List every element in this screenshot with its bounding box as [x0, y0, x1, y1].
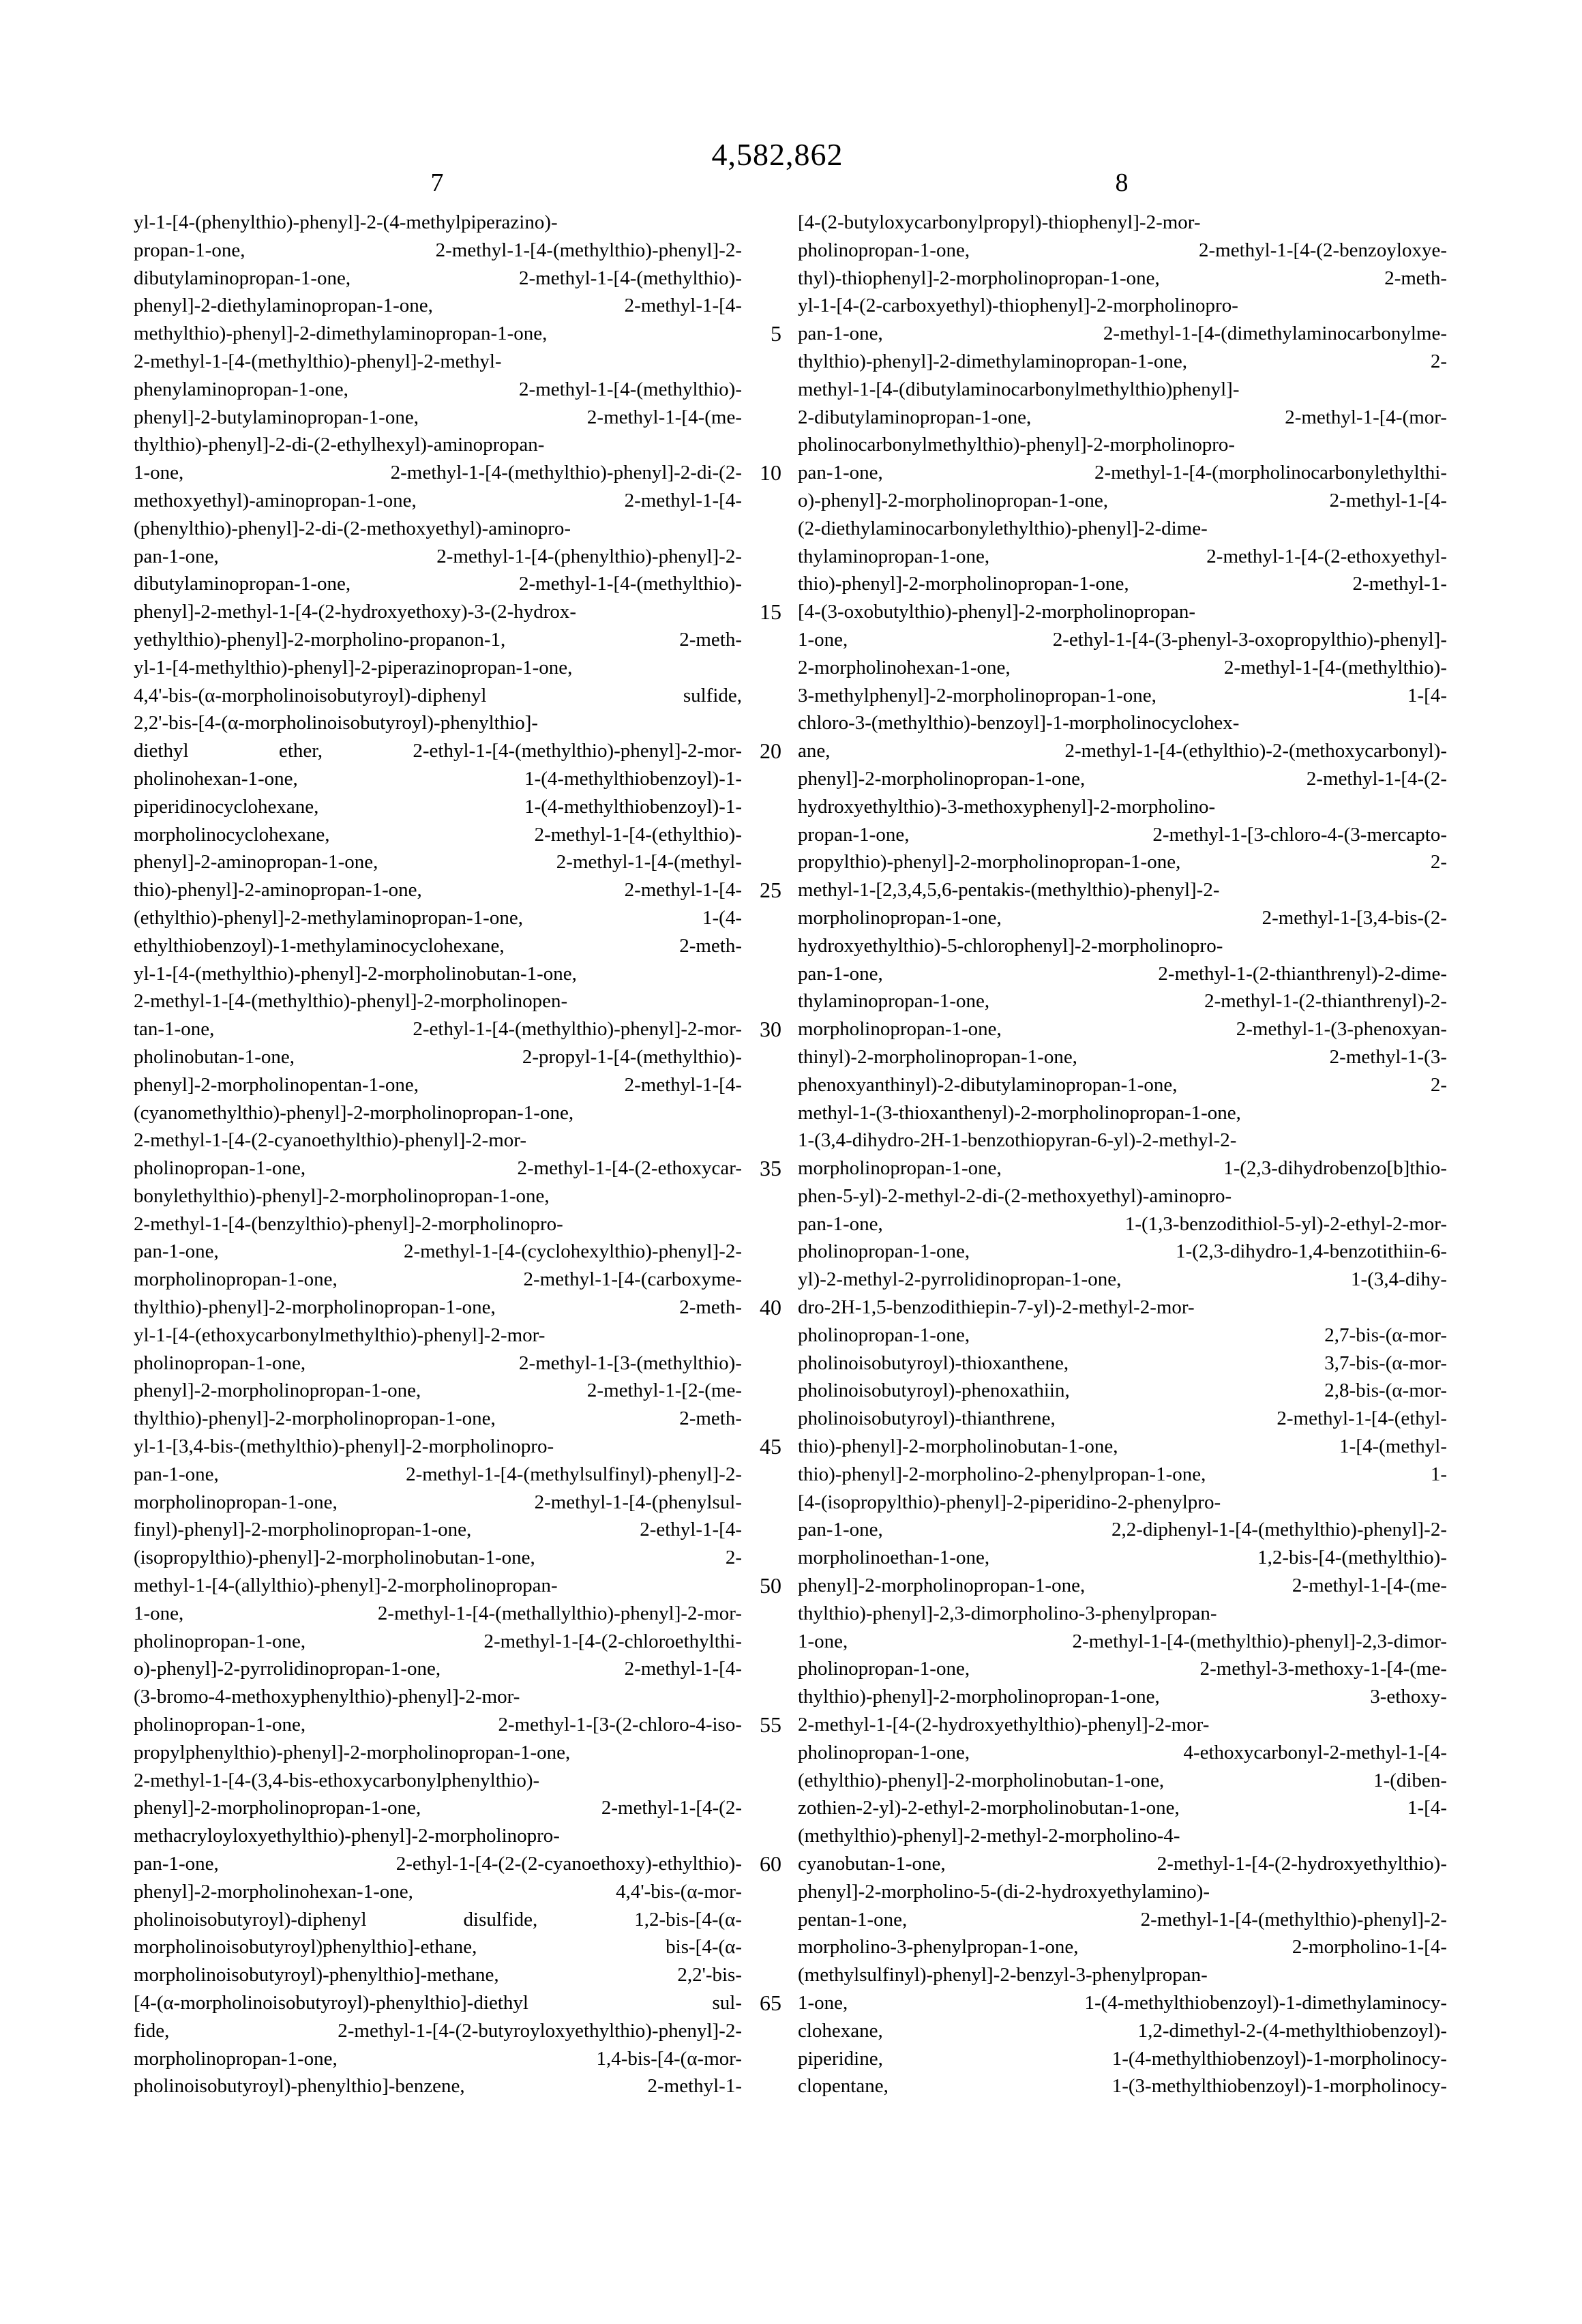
text-line: (isopropylthio)-phenyl]-2-morpholinobutan-1-one, 2- — [134, 1547, 742, 1569]
text-line: propan-1-one, 2-methyl-1-[4-(methylthio)-phenyl]-2- — [134, 239, 742, 261]
text-line: phenoxyanthinyl)-2-dibutylaminopropan-1-one, 2- — [798, 1073, 1447, 1096]
text-line: 1-one, 2-methyl-1-[4-(methylthio)-phenyl]-2,3-dimor- — [798, 1630, 1447, 1652]
text-line: phenyl]-2-butylaminopropan-1-one, 2-methyl-1-[4-(me- — [134, 406, 742, 428]
text-line: (cyanomethylthio)-phenyl]-2-morpholinopropan-1-one, — [134, 1101, 574, 1124]
text-line: 2,2'-bis-[4-(α-morpholinoisobutyroyl)-phenylthio]- — [134, 712, 539, 734]
text-line: phenyl]-2-morpholinopropan-1-one, 2-methyl-1-[4-(2- — [134, 1797, 742, 1819]
text-line: dibutylaminopropan-1-one, 2-methyl-1-[4-(methylthio)- — [134, 573, 742, 595]
text-line: morpholinopropan-1-one, 1-(2,3-dihydrobenzo[b]thio- — [798, 1157, 1447, 1180]
gutter-line-number: 55 — [760, 1712, 781, 1738]
text-line: piperidinocyclohexane, 1-(4-methylthiobenzoyl)-1- — [134, 795, 742, 818]
text-line: hydroxyethylthio)-5-chlorophenyl]-2-morpholinopro- — [798, 934, 1223, 957]
text-line: thio)-phenyl]-2-morpholinopropan-1-one, 2-methyl-1- — [798, 573, 1447, 595]
gutter-line-number: 5 — [771, 321, 781, 346]
text-line: pan-1-one, 1-(1,3-benzodithiol-5-yl)-2-ethyl-2-mor- — [798, 1212, 1447, 1235]
text-line: thylthio)-phenyl]-2-morpholinopropan-1-one, 2-meth- — [134, 1407, 742, 1430]
text-line: 1-one, 2-ethyl-1-[4-(3-phenyl-3-oxopropylthio)-phenyl]- — [798, 628, 1447, 651]
text-line: 2-methyl-1-[4-(methylthio)-phenyl]-2-morpholinopen- — [134, 990, 568, 1013]
text-line: dro-2H-1,5-benzodithiepin-7-yl)-2-methyl-2-mor- — [798, 1296, 1195, 1319]
text-line: pan-1-one, 2-methyl-1-[4-(dimethylaminocarbonylme- — [798, 323, 1447, 345]
text-line: (methylsulfinyl)-phenyl]-2-benzyl-3-phenylpropan- — [798, 1964, 1208, 1986]
text-line: pan-1-one, 2-methyl-1-[4-(phenylthio)-phenyl]-2- — [134, 545, 742, 567]
column-number-8: 8 — [1115, 168, 1129, 197]
text-line: o)-phenyl]-2-morpholinopropan-1-one, 2-methyl-1-[4- — [798, 489, 1447, 511]
text-line: 2-dibutylaminopropan-1-one, 2-methyl-1-[4-(mor- — [798, 406, 1447, 428]
gutter-line-number: 60 — [760, 1851, 781, 1877]
text-line: ethylthiobenzoyl)-1-methylaminocyclohexane, 2-meth- — [134, 934, 742, 957]
text-line: 4,4'-bis-(α-morpholinoisobutyroyl)-diphenyl sulfide, — [134, 684, 742, 706]
gutter-line-number: 10 — [760, 460, 781, 486]
text-line: yl-1-[4-(phenylthio)-phenyl]-2-(4-methylpiperazino)- — [134, 211, 558, 233]
text-line: ane, 2-methyl-1-[4-(ethylthio)-2-(methoxycarbonyl)- — [798, 740, 1447, 762]
text-line: thylthio)-phenyl]-2-morpholinopropan-1-one, 2-meth- — [134, 1296, 742, 1319]
text-line: diethyl ether, 2-ethyl-1-[4-(methylthio)-phenyl]-2-mor- — [134, 740, 742, 762]
text-line: morpholinoisobutyroyl)phenylthio]-ethane, bis-[4-(α- — [134, 1936, 742, 1958]
text-line: pholinopropan-1-one, 2,7-bis-(α-mor- — [798, 1324, 1447, 1346]
text-line: o)-phenyl]-2-pyrrolidinopropan-1-one, 2-methyl-1-[4- — [134, 1658, 742, 1680]
text-line: thylaminopropan-1-one, 2-methyl-1-[4-(2-ethoxyethyl- — [798, 545, 1447, 567]
text-line: zothien-2-yl)-2-ethyl-2-morpholinobutan-1-one, 1-[4- — [798, 1797, 1447, 1819]
text-line: [4-(2-butyloxycarbonylpropyl)-thiophenyl]-2-mor- — [798, 211, 1201, 233]
text-line: propylthio)-phenyl]-2-morpholinopropan-1-one, 2- — [798, 851, 1447, 874]
text-line: thinyl)-2-morpholinopropan-1-one, 2-methyl-1-(3- — [798, 1045, 1447, 1068]
text-line: morpholino-3-phenylpropan-1-one, 2-morpholino-1-[4- — [798, 1936, 1447, 1958]
text-line: clopentane, 1-(3-methylthiobenzoyl)-1-morpholinocy- — [798, 2075, 1447, 2098]
text-line: methacryloyloxyethylthio)-phenyl]-2-morpholinopro- — [134, 1825, 560, 1847]
text-line: pholinopropan-1-one, 2-methyl-1-[4-(2-benzoyloxye- — [798, 239, 1447, 261]
text-line: thylthio)-phenyl]-2-dimethylaminopropan-1-one, 2- — [798, 350, 1447, 372]
text-line: chloro-3-(methylthio)-benzoyl]-1-morpholinocyclohex- — [798, 712, 1240, 734]
text-line: methylthio)-phenyl]-2-dimethylaminopropan-1-one, — [134, 323, 548, 345]
text-line: methyl-1-[4-(allylthio)-phenyl]-2-morpholinopropan- — [134, 1575, 558, 1597]
text-line: thyl)-thiophenyl]-2-morpholinopropan-1-one, 2-meth- — [798, 267, 1447, 289]
text-line: 2-morpholinohexan-1-one, 2-methyl-1-[4-(methylthio)- — [798, 656, 1447, 679]
text-line: 3-methylphenyl]-2-morpholinopropan-1-one, 1-[4- — [798, 684, 1447, 706]
text-line: pholinopropan-1-one, 2-methyl-3-methoxy-1-[4-(me- — [798, 1658, 1447, 1680]
text-line: pholinoisobutyroyl)-phenoxathiin, 2,8-bis-(α-mor- — [798, 1380, 1447, 1402]
text-line: propan-1-one, 2-methyl-1-[3-chloro-4-(3-mercapto- — [798, 823, 1447, 846]
gutter-line-number: 15 — [760, 599, 781, 625]
text-line: morpholinocyclohexane, 2-methyl-1-[4-(ethylthio)- — [134, 823, 742, 846]
text-line: (ethylthio)-phenyl]-2-methylaminopropan-1-one, 1-(4- — [134, 906, 742, 929]
text-line: [4-(3-oxobutylthio)-phenyl]-2-morpholinopropan- — [798, 601, 1196, 623]
gutter-line-number: 40 — [760, 1295, 781, 1320]
text-line: pan-1-one, 2-methyl-1-[4-(methylsulfinyl)-phenyl]-2- — [134, 1463, 742, 1485]
gutter-line-number: 30 — [760, 1017, 781, 1042]
text-line: hydroxyethylthio)-3-methoxyphenyl]-2-morpholino- — [798, 795, 1216, 818]
text-line: thio)-phenyl]-2-morpholinobutan-1-one, 1-[4-(methyl- — [798, 1435, 1447, 1458]
text-line: methyl-1-[2,3,4,5,6-pentakis-(methylthio)-phenyl]-2- — [798, 879, 1220, 902]
text-line: fide, 2-methyl-1-[4-(2-butyroyloxyethylthio)-phenyl]-2- — [134, 2019, 742, 2042]
text-line: yl-1-[3,4-bis-(methylthio)-phenyl]-2-morpholinopro- — [134, 1435, 554, 1458]
text-line: yl-1-[4-methylthio)-phenyl]-2-piperazinopropan-1-one, — [134, 656, 573, 679]
text-line: phenyl]-2-methyl-1-[4-(2-hydroxyethoxy)-3-(2-hydrox- — [134, 601, 577, 623]
text-line: pholinoisobutyroyl)-thianthrene, 2-methyl-1-[4-(ethyl- — [798, 1407, 1447, 1430]
text-line: morpholinopropan-1-one, 1,4-bis-[4-(α-mor- — [134, 2047, 742, 2070]
text-line: thylaminopropan-1-one, 2-methyl-1-(2-thianthrenyl)-2- — [798, 990, 1447, 1013]
text-line: propylphenylthio)-phenyl]-2-morpholinopropan-1-one, — [134, 1741, 571, 1763]
right-column-text — [798, 209, 1447, 2100]
text-line: pholinopropan-1-one, 2-methyl-1-[4-(2-ethoxycar- — [134, 1157, 742, 1180]
text-line: 1-one, 1-(4-methylthiobenzoyl)-1-dimethylaminocy- — [798, 1992, 1447, 2014]
text-line: 2-methyl-1-[4-(2-cyanoethylthio)-phenyl]-2-mor- — [134, 1129, 526, 1152]
text-line: (2-diethylaminocarbonylethylthio)-phenyl]-2-dime- — [798, 517, 1208, 539]
text-line: tan-1-one, 2-ethyl-1-[4-(methylthio)-phenyl]-2-mor- — [134, 1018, 742, 1041]
text-line: cyanobutan-1-one, 2-methyl-1-[4-(2-hydroxyethylthio)- — [798, 1853, 1447, 1875]
text-line: pan-1-one, 2-methyl-1-(2-thianthrenyl)-2-dime- — [798, 962, 1447, 985]
text-line: 2-methyl-1-[4-(methylthio)-phenyl]-2-methyl- — [134, 350, 502, 372]
text-line: morpholinoethan-1-one, 1,2-bis-[4-(methylthio)- — [798, 1547, 1447, 1569]
text-line: phenyl]-2-aminopropan-1-one, 2-methyl-1-[4-(methyl- — [134, 851, 742, 874]
text-line: (methylthio)-phenyl]-2-methyl-2-morpholino-4- — [798, 1825, 1180, 1847]
gutter-line-number: 20 — [760, 739, 781, 764]
text-line: pholinobutan-1-one, 2-propyl-1-[4-(methylthio)- — [134, 1045, 742, 1068]
text-line: thylthio)-phenyl]-2-di-(2-ethylhexyl)-aminopropan- — [134, 434, 545, 456]
gutter-line-number: 65 — [760, 1991, 781, 2016]
text-line: thylthio)-phenyl]-2,3-dimorpholino-3-phenylpropan- — [798, 1602, 1217, 1624]
gutter-line-number: 45 — [760, 1434, 781, 1459]
text-line: morpholinopropan-1-one, 2-methyl-1-[4-(carboxyme- — [134, 1268, 742, 1291]
text-line: (phenylthio)-phenyl]-2-di-(2-methoxyethyl)-aminopro- — [134, 517, 571, 539]
text-line: pholinopropan-1-one, 2-methyl-1-[4-(2-chloroethylthi- — [134, 1630, 742, 1652]
text-line: thylthio)-phenyl]-2-morpholinopropan-1-one, 3-ethoxy- — [798, 1686, 1447, 1708]
gutter-line-number: 35 — [760, 1156, 781, 1181]
text-line: pholinohexan-1-one, 1-(4-methylthiobenzoyl)-1- — [134, 767, 742, 790]
patent-number: 4,582,862 — [711, 137, 844, 172]
text-line: phenyl]-2-morpholino-5-(di-2-hydroxyethylamino)- — [798, 1880, 1210, 1903]
text-line: 1-one, 2-methyl-1-[4-(methylthio)-phenyl]-2-di-(2- — [134, 462, 742, 484]
text-line: pholinoisobutyroyl)-thioxanthene, 3,7-bis-(α-mor- — [798, 1352, 1447, 1374]
text-line: phenyl]-2-morpholinohexan-1-one, 4,4'-bis-(α-mor- — [134, 1880, 742, 1903]
text-line: pan-1-one, 2-methyl-1-[4-(cyclohexylthio)-phenyl]-2- — [134, 1240, 742, 1263]
text-line: 1-one, 2-methyl-1-[4-(methallylthio)-phenyl]-2-mor- — [134, 1602, 742, 1624]
text-line: clohexane, 1,2-dimethyl-2-(4-methylthiobenzoyl)- — [798, 2019, 1447, 2042]
text-line: phenyl]-2-morpholinopropan-1-one, 2-methyl-1-[4-(me- — [798, 1575, 1447, 1597]
text-line: 2-methyl-1-[4-(benzylthio)-phenyl]-2-morpholinopro- — [134, 1212, 563, 1235]
text-line: yl-1-[4-(ethoxycarbonylmethylthio)-phenyl]-2-mor- — [134, 1324, 546, 1346]
text-line: [4-(α-morpholinoisobutyroyl)-phenylthio]-diethyl sul- — [134, 1992, 742, 2014]
gutter-line-number: 50 — [760, 1573, 781, 1598]
text-line: phenyl]-2-diethylaminopropan-1-one, 2-methyl-1-[4- — [134, 295, 742, 317]
text-line: pholinocarbonylmethylthio)-phenyl]-2-morpholinopro- — [798, 434, 1236, 456]
text-line: pholinopropan-1-one, 2-methyl-1-[3-(methylthio)- — [134, 1352, 742, 1374]
text-line: pan-1-one, 2,2-diphenyl-1-[4-(methylthio)-phenyl]-2- — [798, 1519, 1447, 1541]
text-line: bonylethylthio)-phenyl]-2-morpholinopropan-1-one, — [134, 1185, 550, 1207]
text-line: pholinoisobutyroyl)-phenylthio]-benzene, 2-methyl-1- — [134, 2075, 742, 2098]
text-line: morpholinoisobutyroyl)-phenylthio]-methane, 2,2'-bis- — [134, 1964, 742, 1986]
text-line: methyl-1-[4-(dibutylaminocarbonylmethylthio)phenyl]- — [798, 378, 1240, 400]
text-line: yl-1-[4-(methylthio)-phenyl]-2-morpholinobutan-1-one, — [134, 962, 577, 985]
text-line: piperidine, 1-(4-methylthiobenzoyl)-1-morpholinocy- — [798, 2047, 1447, 2070]
text-line: pholinopropan-1-one, 4-ethoxycarbonyl-2-methyl-1-[4- — [798, 1741, 1447, 1763]
text-line: pan-1-one, 2-ethyl-1-[4-(2-(2-cyanoethoxy)-ethylthio)- — [134, 1853, 742, 1875]
text-line: thio)-phenyl]-2-aminopropan-1-one, 2-methyl-1-[4- — [134, 879, 742, 902]
text-line: methyl-1-(3-thioxanthenyl)-2-morpholinopropan-1-one, — [798, 1101, 1241, 1124]
text-line: 2-methyl-1-[4-(2-hydroxyethylthio)-phenyl]-2-mor- — [798, 1714, 1210, 1736]
text-line: 2-methyl-1-[4-(3,4-bis-ethoxycarbonylphenylthio)- — [134, 1769, 540, 1791]
text-line: dibutylaminopropan-1-one, 2-methyl-1-[4-(methylthio)- — [134, 267, 742, 289]
text-line: phen-5-yl)-2-methyl-2-di-(2-methoxyethyl)-aminopro- — [798, 1185, 1232, 1207]
left-column-text — [134, 209, 742, 2100]
text-line: phenyl]-2-morpholinopropan-1-one, 2-methyl-1-[4-(2- — [798, 767, 1447, 790]
text-line: morpholinopropan-1-one, 2-methyl-1-(3-phenoxyan- — [798, 1018, 1447, 1041]
text-line: pholinopropan-1-one, 1-(2,3-dihydro-1,4-benzotithiin-6- — [798, 1240, 1447, 1263]
text-line: [4-(isopropylthio)-phenyl]-2-piperidino-2-phenylpro- — [798, 1491, 1221, 1513]
text-line: pholinopropan-1-one, 2-methyl-1-[3-(2-chloro-4-iso- — [134, 1714, 742, 1736]
text-line: 1-(3,4-dihydro-2H-1-benzothiopyran-6-yl)-2-methyl-2- — [798, 1129, 1237, 1152]
text-line: morpholinopropan-1-one, 2-methyl-1-[3,4-bis-(2- — [798, 906, 1447, 929]
text-line: (3-bromo-4-methoxyphenylthio)-phenyl]-2-mor- — [134, 1686, 520, 1708]
text-line: phenylaminopropan-1-one, 2-methyl-1-[4-(methylthio)- — [134, 378, 742, 400]
text-line: finyl)-phenyl]-2-morpholinopropan-1-one, 2-ethyl-1-[4- — [134, 1519, 742, 1541]
gutter-line-number: 25 — [760, 878, 781, 903]
text-line: yl-1-[4-(2-carboxyethyl)-thiophenyl]-2-morpholinopro- — [798, 295, 1238, 317]
text-line: phenyl]-2-morpholinopentan-1-one, 2-methyl-1-[4- — [134, 1073, 742, 1096]
text-line: yethylthio)-phenyl]-2-morpholino-propanon-1, 2-meth- — [134, 628, 742, 651]
text-line: pholinoisobutyroyl)-diphenyl disulfide, 1,2-bis-[4-(α- — [134, 1908, 742, 1931]
text-line: pan-1-one, 2-methyl-1-[4-(morpholinocarbonylethylthi- — [798, 462, 1447, 484]
column-number-7: 7 — [430, 168, 444, 197]
text-line: pentan-1-one, 2-methyl-1-[4-(methylthio)-phenyl]-2- — [798, 1908, 1447, 1931]
text-line: morpholinopropan-1-one, 2-methyl-1-[4-(phenylsul- — [134, 1491, 742, 1513]
gutter-line-numbers — [747, 0, 781, 2324]
text-line: thio)-phenyl]-2-morpholino-2-phenylpropan-1-one, 1- — [798, 1463, 1447, 1485]
text-line: phenyl]-2-morpholinopropan-1-one, 2-methyl-1-[2-(me- — [134, 1380, 742, 1402]
text-line: yl)-2-methyl-2-pyrrolidinopropan-1-one, 1-(3,4-dihy- — [798, 1268, 1447, 1291]
text-line: methoxyethyl)-aminopropan-1-one, 2-methyl-1-[4- — [134, 489, 742, 511]
text-line: (ethylthio)-phenyl]-2-morpholinobutan-1-one, 1-(diben- — [798, 1769, 1447, 1791]
